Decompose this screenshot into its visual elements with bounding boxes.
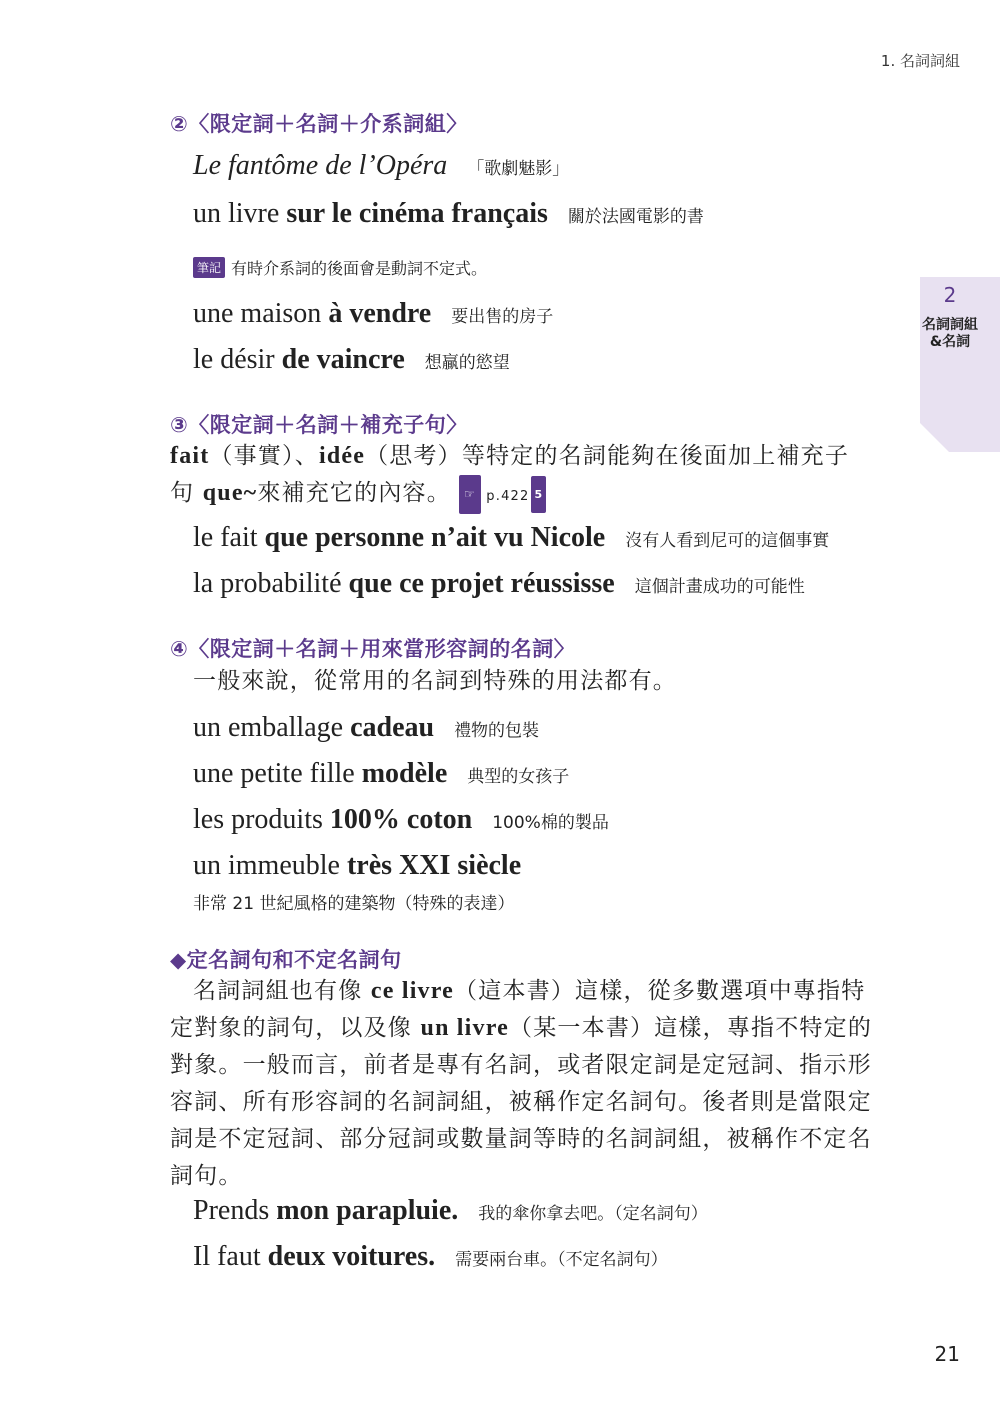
section-heading-4: ④〈限定詞＋名詞＋用來當形容詞的名詞〉 — [170, 637, 576, 661]
example-french-emphasis: modèle — [361, 758, 448, 789]
example-translation: 非常 21 世紀風格的建築物（特殊的表達） — [193, 894, 515, 914]
example-french: le désir — [193, 344, 282, 375]
example-translation: 想贏的慾望 — [424, 353, 510, 373]
section-heading-2: ②〈限定詞＋名詞＋介系詞組〉 — [170, 112, 468, 136]
note-badge: 筆記 — [193, 257, 225, 278]
example-french: Prends — [193, 1195, 277, 1226]
term: que~ — [202, 480, 258, 506]
example-line — [193, 1195, 708, 1227]
example-french: un livre — [193, 198, 287, 229]
page-number: 21 — [934, 1342, 960, 1366]
text-run: （事實）、 — [209, 443, 319, 469]
term: idée — [318, 443, 366, 469]
note-text: 有時介系詞的後面會是動詞不定式。 — [231, 259, 488, 278]
example-line — [193, 522, 829, 554]
example-french-emphasis: deux voitures. — [267, 1241, 436, 1272]
example-translation: 這個計畫成功的可能性 — [634, 577, 805, 597]
reference-page: p.422 — [486, 489, 530, 504]
example-line — [193, 298, 553, 330]
example-line — [193, 150, 569, 182]
example-french-emphasis: 100% coton — [329, 804, 473, 835]
text-run: （思考）等特定的名詞能夠在後面加上補充子 — [365, 443, 850, 469]
example-line — [193, 804, 609, 836]
example-translation: 100%棉的製品 — [492, 813, 609, 833]
cross-reference-link[interactable] — [459, 475, 546, 515]
example-translation: 「歌劇魅影」 — [467, 159, 570, 179]
tab-notch — [920, 423, 950, 453]
example-french: un immeuble — [193, 850, 347, 881]
example-translation: 禮物的包裝 — [454, 721, 540, 741]
example-french: la probabilité — [193, 568, 349, 599]
example-translation: 沒有人看到尼可的這個事實 — [625, 531, 830, 551]
text-run: （某一本書）這樣，專指不特定的對象。一般而言，前者是專有名詞，或者限定詞是定冠詞、指示形容詞、所有形容詞的名詞詞組，被稱作定名詞句。後者則是當限定詞是不定冠詞、部分冠詞或數量詞等時的名詞詞組，被稱作不定名詞句。 — [170, 1015, 873, 1189]
example-french: le fait — [193, 522, 265, 553]
chapter-number: 2 — [943, 283, 957, 307]
example-french: une petite fille — [193, 758, 362, 789]
example-french-emphasis: très XXI siècle — [346, 850, 522, 881]
example-french-emphasis: que ce projet réussisse — [348, 568, 615, 599]
section-heading-5: ◆定名詞句和不定名詞句 — [170, 948, 402, 972]
term: ce livre — [370, 978, 455, 1004]
chapter-side-tab — [920, 277, 1000, 452]
example-line — [193, 568, 805, 600]
running-header: 1. 名詞詞組 — [880, 52, 960, 70]
example-translation: 要出售的房子 — [451, 307, 554, 327]
example-french: un emballage — [193, 712, 351, 743]
body-paragraph — [170, 973, 875, 1195]
example-line — [193, 198, 704, 230]
example-line — [193, 712, 539, 744]
reference-number: 5 — [531, 476, 546, 513]
example-translation: 關於法國電影的書 — [567, 207, 704, 227]
term: un livre — [420, 1015, 510, 1041]
example-french-emphasis: cadeau — [350, 712, 435, 743]
example-french-emphasis: de vaincre — [281, 344, 405, 375]
section-intro: 一般來說，從常用的名詞到特殊的用法都有。 — [193, 668, 677, 694]
example-french: Le fantôme de l’Opéra — [193, 150, 448, 181]
example-line — [193, 344, 510, 376]
example-line — [193, 1241, 668, 1273]
example-french-emphasis: sur le cinéma français — [286, 198, 548, 229]
example-french-emphasis: que personne n’ait vu Nicole — [264, 522, 606, 553]
section-heading-3: ③〈限定詞＋名詞＋補充子句〉 — [170, 413, 468, 437]
example-french: Il faut — [193, 1241, 268, 1272]
text-run: （這本書）這樣，從多數選項中專指特定對象的詞句，以及像 — [170, 978, 866, 1041]
example-translation: 我的傘你拿去吧。（定名詞句） — [478, 1204, 708, 1224]
text-run: 名詞詞組也有像 — [193, 978, 371, 1004]
example-french-emphasis: mon parapluie. — [276, 1195, 459, 1226]
example-translation: 需要兩台車。（不定名詞句） — [455, 1250, 668, 1270]
example-french: une maison — [193, 298, 329, 329]
text-run: 來補充它的內容。 — [257, 480, 451, 506]
body-paragraph — [170, 438, 875, 515]
example-french-emphasis: à vendre — [328, 298, 432, 329]
example-line — [193, 850, 521, 882]
text-run: 句 — [170, 480, 203, 506]
term: fait — [170, 443, 210, 469]
example-line — [193, 758, 569, 790]
note-line — [193, 256, 487, 279]
example-french: les produits — [193, 804, 330, 835]
pointing-hand-icon: ☞ — [459, 475, 481, 514]
chapter-label: 名詞詞組&名詞 — [922, 317, 978, 350]
example-translation: 典型的女孩子 — [467, 767, 570, 787]
